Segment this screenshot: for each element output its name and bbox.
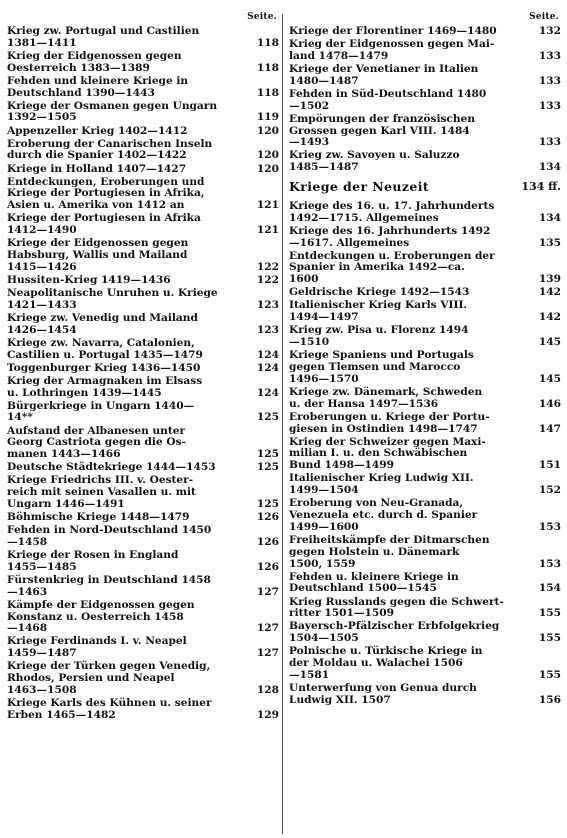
toc-entry (7, 101, 279, 125)
toc-entry-page: 121 (256, 199, 279, 212)
toc-entry-page: 124 (256, 348, 279, 361)
toc-entry-title: Neapolitanische Unruhen u. Kriege 1421—1433 (7, 287, 218, 311)
toc-entry-page: 133 (538, 136, 561, 149)
toc-entry-title: Kriege der Eidgenossen gegen Habsburg, Wallis und Mailand 1415—1426 (7, 237, 189, 273)
toc-entry (289, 387, 561, 411)
toc-entry (289, 150, 561, 174)
toc-entry-page: 128 (256, 683, 279, 696)
toc-entry-title: Kriege des 16. Jahrhunderts 1492 —1617. Allgemeines (289, 224, 491, 249)
toc-entry-page: 134 (538, 161, 561, 174)
toc-entry (7, 363, 279, 375)
toc-entry (289, 498, 561, 533)
toc-entry (7, 126, 279, 138)
toc-entry (7, 525, 279, 549)
toc-entry-page: 123 (256, 323, 279, 336)
toc-entry-title: Fehden in Nord-Deutschland 1450 —1458 (7, 524, 212, 548)
toc-entry-title: Kriege der Venetianer in Italien 1480—1487 (289, 62, 479, 87)
toc-entry-title: Bürgerkriege in Ungarn 1440— 14** (7, 399, 195, 424)
toc-entry-title: Eroberungen u. Kriege der Portu- giesen in Ostindien 1498—1747 (289, 410, 490, 435)
toc-entry-page: 142 (538, 311, 561, 324)
toc-entry-title: Kriege Ferdinands I. v. Neapel 1459—1487 (7, 635, 187, 660)
toc-entry-title: Kriege der Florentiner 1469—1480 (289, 25, 497, 37)
toc-entry-page: 134 (538, 211, 561, 224)
toc-entry (7, 462, 279, 474)
toc-entry (7, 636, 279, 660)
toc-entry-page: 126 (256, 511, 279, 524)
toc-list-right (289, 26, 561, 707)
toc-entry-page: 152 (538, 484, 561, 497)
toc-list-left (7, 26, 279, 722)
toc-entry-title: Krieg zw. Portugal und Castilien 1381—1411 (7, 25, 200, 49)
section-heading-title: Kriege der Neuzeit (289, 179, 430, 195)
toc-entry-page: 132 (538, 25, 561, 37)
toc-entry-page: 155 (538, 632, 561, 645)
toc-entry (289, 572, 561, 596)
toc-entry-page: 120 (256, 124, 279, 137)
toc-entry (7, 164, 279, 176)
toc-entry-title: Kriege der Osmanen gegen Ungarn 1392—1505 (7, 99, 218, 124)
toc-entry-title: Bayersch-Pfälzischer Erbfolgekrieg 1504—1505 (289, 620, 500, 645)
toc-entry (7, 213, 279, 237)
toc-entry-page: 153 (538, 520, 561, 533)
toc-entry (7, 475, 279, 510)
toc-entry-page: 125 (256, 461, 279, 474)
toc-entry (7, 338, 279, 362)
toc-entry-page: 127 (256, 647, 279, 660)
toc-entry-page: 147 (538, 422, 561, 435)
toc-entry-title: Kriege der Portugiesen in Afrika 1412—1490 (7, 212, 201, 237)
toc-entry (7, 401, 279, 425)
page-column-header: Seite. (529, 12, 559, 22)
toc-entry-page: 129 (256, 708, 279, 721)
toc-entry-title: Empörungen der französischen Grossen gegen Karl VIII. 1484 —1493 (289, 112, 476, 149)
toc-entry-page: 156 (538, 693, 561, 706)
toc-entry-title: Kriege der Rosen in England 1455—1485 (7, 549, 179, 573)
toc-entry (289, 89, 561, 113)
toc-entry-title: Freiheitskämpfe der Ditmarschen gegen Holstein u. Dänemark 1500, 1559 (289, 533, 490, 570)
toc-entry-page: 125 (256, 497, 279, 510)
toc-entry-page: 146 (538, 397, 561, 410)
toc-entry-title: Aufstand der Albanesen unter Georg Castriota gegen die Os- manen 1443—1466 (7, 424, 186, 461)
toc-entry (7, 275, 279, 287)
toc-entry-page: 125 (256, 448, 279, 461)
toc-entry-page: 122 (256, 273, 279, 286)
toc-entry (7, 238, 279, 273)
toc-entry-title: Appenzeller Krieg 1402—1412 (7, 124, 188, 137)
toc-entry-title: Entdeckungen u. Eroberungen der Spanier in Amerika 1492—ca. 1600 (289, 249, 495, 286)
toc-entry-page: 126 (256, 560, 279, 573)
toc-entry (7, 288, 279, 312)
toc-entry-title: Krieg Russlands gegen die Schwert- ritter 1501—1509 (289, 595, 504, 620)
toc-entry (289, 26, 561, 38)
toc-entry (289, 646, 561, 681)
toc-entry-title: Kriege Spaniens und Portugals gegen Tlemsen und Marocco 1496—1570 (289, 349, 474, 385)
toc-entry-page: 125 (256, 411, 279, 424)
toc-entry-title: Eroberung der Canarischen Inseln durch die Spanier 1402—1422 (7, 137, 213, 162)
toc-entry (289, 287, 561, 299)
toc-entry (7, 26, 279, 50)
toc-entry-page: 121 (256, 224, 279, 237)
toc-entry-page: 145 (538, 336, 561, 349)
toc-entry-page: 122 (256, 260, 279, 273)
toc-entry-title: Krieg zw. Savoyen u. Saluzzo 1485—1487 (289, 149, 460, 174)
left-column (7, 12, 279, 723)
toc-entry-page: 135 (538, 236, 561, 249)
toc-entry-title: Geldrische Kriege 1492—1543 (289, 286, 470, 299)
toc-entry (289, 621, 561, 645)
toc-entry-page: 145 (538, 372, 561, 385)
toc-entry (7, 550, 279, 574)
toc-entry-title: Kriege zw. Dänemark, Schweden u. der Hansa 1497—1536 (289, 385, 483, 410)
toc-entry-title: Krieg der Armagnaken im Elsass u. Lothringen 1439—1445 (7, 374, 203, 399)
toc-entry (289, 412, 561, 436)
toc-entry (289, 39, 561, 63)
toc-entry (7, 575, 279, 599)
toc-entry-title: Böhmische Kriege 1448—1479 (7, 511, 190, 524)
toc-entry (289, 201, 561, 225)
toc-entry-page: 118 (256, 61, 279, 74)
toc-entry-title: Kriege Karls des Kühnen u. seiner Erben 1465—1482 (7, 697, 212, 721)
toc-entry-title: Kriege zw. Navarra, Catalonien, Castilien u. Portugal 1435—1479 (7, 336, 203, 361)
toc-entry-title: Kriege des 16. u. 17. Jahrhunderts 1492—1715. Allgemeines (289, 199, 495, 224)
toc-entry (289, 114, 561, 149)
toc-entry-title: Deutsche Städtekriege 1444—1453 (7, 461, 216, 474)
toc-entry-page: 155 (538, 668, 561, 681)
toc-entry-title: Krieg der Schweizer gegen Maxi- milian I. u. den Schwäbischen Bund 1498—1499 (289, 435, 486, 472)
toc-entry-page: 134 ff. (521, 180, 561, 194)
toc-entry (7, 313, 279, 337)
toc-entry-title: Fehden u. kleinere Kriege in Deutschland 1500—1545 (289, 570, 459, 595)
toc-entry-title: Eroberung von Neu-Granada, Venezuela etc. durch d. Spanier 1499—1600 (289, 497, 478, 533)
toc-entry-page: 127 (256, 622, 279, 635)
toc-entry-page: 133 (538, 99, 561, 112)
toc-entry-page: 151 (538, 459, 561, 472)
toc-entry-title: Italienischer Krieg Ludwig XII. 1499—1504 (289, 472, 474, 497)
page-column-header: Seite. (247, 12, 277, 22)
toc-entry (7, 426, 279, 461)
toc-entry (7, 51, 279, 75)
toc-entry (289, 226, 561, 250)
right-column (289, 12, 561, 708)
toc-entry-title: Krieg zw. Pisa u. Florenz 1494 —1510 (289, 324, 469, 349)
section-heading (289, 181, 561, 193)
toc-entry-page: 133 (538, 49, 561, 62)
toc-entry-page: 139 (538, 273, 561, 286)
toc-entry-page: 118 (256, 36, 279, 49)
toc-entry-title: Krieg der Eidgenossen gegen Oesterreich 1383—1389 (7, 49, 182, 74)
toc-entry-page: 153 (538, 557, 561, 570)
toc-entry-page: 119 (256, 111, 279, 124)
toc-entry-page: 133 (538, 74, 561, 87)
toc-entry-title: Toggenburger Krieg 1436—1450 (7, 361, 201, 374)
toc-entry (289, 597, 561, 621)
toc-entry (7, 600, 279, 635)
toc-entry-title: Fürstenkrieg in Deutschland 1458 —1463 (7, 573, 211, 598)
toc-entry-title: Entdeckungen, Eroberungen und Kriege der Portugiesen in Afrika, Asien u. Amerika von 1412 an (7, 175, 205, 212)
toc-entry-title: Italienischer Krieg Karls VIII. 1494—1497 (289, 299, 468, 324)
toc-entry (289, 325, 561, 349)
toc-entry-page: 126 (256, 535, 279, 548)
toc-entry-page: 154 (538, 582, 561, 595)
toc-entry-page: 124 (256, 361, 279, 374)
toc-entry-title: Unterwerfung von Genua durch Ludwig XII. 1507 (289, 681, 477, 706)
toc-entry (7, 76, 279, 100)
toc-entry (7, 177, 279, 212)
toc-entry-title: Kriege zw. Venedig und Mailand 1426—1454 (7, 311, 198, 336)
toc-entry-page: 123 (256, 298, 279, 311)
toc-entry (289, 64, 561, 88)
toc-entry-page: 124 (256, 386, 279, 399)
toc-entry-title: Kriege in Holland 1407—1427 (7, 162, 187, 175)
toc-entry (7, 512, 279, 524)
toc-entry (289, 535, 561, 570)
toc-entry-title: Kämpfe der Eidgenossen gegen Konstanz u. Oesterreich 1458 —1468 (7, 598, 195, 635)
toc-entry (7, 376, 279, 400)
toc-entry-title: Fehden und kleinere Kriege in Deutschland 1390—1443 (7, 74, 189, 99)
toc-entry-title: Fehden in Süd-Deutschland 1480 —1502 (289, 87, 487, 112)
toc-entry-page: 142 (538, 286, 561, 299)
toc-entry-title: Polnische u. Türkische Kriege in der Moldau u. Walachei 1506 —1581 (289, 645, 483, 681)
toc-entry-page: 127 (256, 585, 279, 598)
toc-entry-page: 120 (256, 149, 279, 162)
toc-entry (7, 139, 279, 163)
toc-entry (289, 350, 561, 385)
toc-entry (289, 300, 561, 324)
toc-entry (7, 698, 279, 722)
toc-entry-title: Kriege der Türken gegen Venedig, Rhodos, Persien und Neapel 1463—1508 (7, 660, 211, 696)
toc-entry-page: 120 (256, 162, 279, 175)
toc-entry (7, 661, 279, 696)
toc-entry-title: Krieg der Eidgenossen gegen Mai- land 1478—1479 (289, 38, 495, 62)
toc-entry (289, 683, 561, 707)
toc-entry-title: Kriege Friedrichs III. v. Oester- reich mit seinen Vasallen u. mit Ungarn 1446—1491 (7, 474, 196, 510)
toc-entry (289, 251, 561, 286)
toc-entry-page: 155 (538, 607, 561, 620)
column-divider (282, 14, 283, 834)
toc-entry (289, 437, 561, 472)
toc-entry-title: Hussiten-Krieg 1419—1436 (7, 273, 171, 286)
toc-entry (289, 473, 561, 497)
toc-entry-page: 118 (256, 86, 279, 99)
